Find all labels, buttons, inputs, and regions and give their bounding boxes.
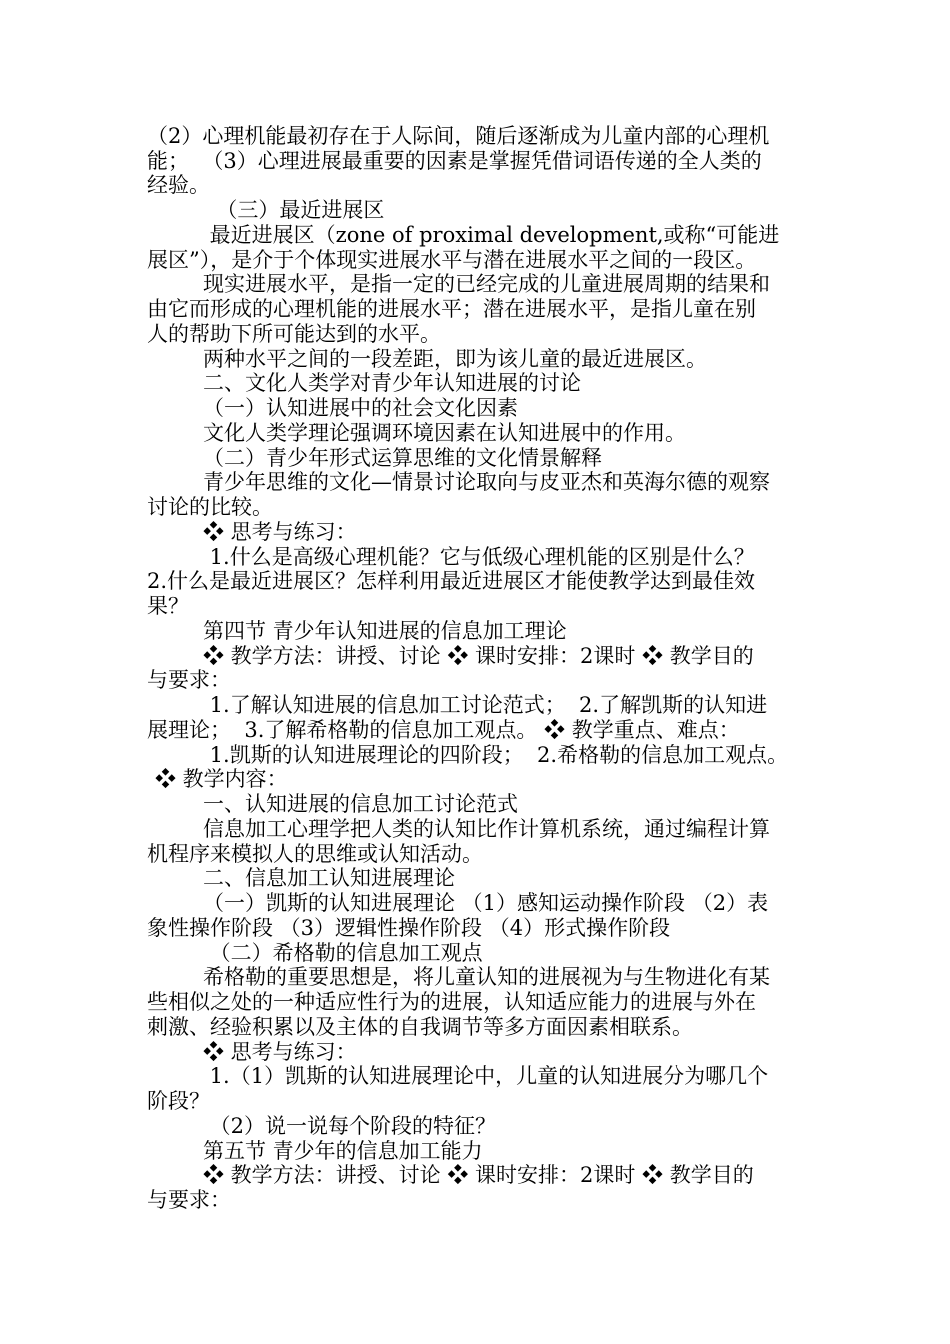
section-heading: 第四节 青少年认知进展的信息加工理论 <box>203 619 567 643</box>
text-line: 刺激、经验积累以及主体的自我调节等多方面因素相联系。 <box>147 1015 693 1039</box>
text-line: 青少年思维的文化—情景讨论取向与皮亚杰和英海尔德的观察 <box>203 470 770 494</box>
text-line: 希格勒的重要思想是，将儿童认知的进展视为与生物进化有某 <box>203 965 770 989</box>
section-heading: 二、文化人类学对青少年认知进展的讨论 <box>203 371 581 395</box>
text-line: ❖ 教学方法：讲授、讨论 ❖ 课时安排：2课时 ❖ 教学目的 <box>203 1163 754 1187</box>
exercise-heading: ❖ 思考与练习： <box>203 520 357 544</box>
text-line: 展理论； 3.了解希格勒的信息加工观点。 ❖ 教学重点、难点： <box>147 718 740 742</box>
text-line: 现实进展水平，是指一定的已经完成的儿童进展周期的结果和 <box>203 272 770 296</box>
text-line: 讨论的比较。 <box>147 495 273 519</box>
text-line: 与要求： <box>147 1188 231 1212</box>
text-line: 信息加工心理学把人类的认知比作计算机系统，通过编程计算 <box>203 817 770 841</box>
text-line: 象性操作阶段 （3）逻辑性操作阶段 （4）形式操作阶段 <box>147 916 671 940</box>
text-line: （2）心理机能最初存在于人际间，随后逐渐成为儿童内部的心理机 <box>147 124 770 148</box>
text-line: 1.凯斯的认知进展理论的四阶段； 2.希格勒的信息加工观点。 <box>203 743 789 767</box>
text-line: 人的帮助下所可能达到的水平。 <box>147 322 441 346</box>
text-line: （一）凯斯的认知进展理论 （1）感知运动操作阶段 （2）表 <box>203 891 769 915</box>
text-line: 两种水平之间的一段差距，即为该儿童的最近进展区。 <box>203 347 707 371</box>
text-line: 与要求： <box>147 668 231 692</box>
text-line: 机程序来模拟人的思维或认知活动。 <box>147 842 483 866</box>
text-line: 1.（1）凯斯的认知进展理论中，儿童的认知进展分为哪几个 <box>203 1064 769 1088</box>
text-line: ❖ 教学方法：讲授、讨论 ❖ 课时安排：2课时 ❖ 教学目的 <box>203 644 754 668</box>
text-line: 果？ <box>147 594 189 618</box>
text-line: （2）说一说每个阶段的特征？ <box>203 1114 497 1138</box>
section-heading: （三）最近进展区 <box>203 198 385 222</box>
text-line: ❖ 教学内容： <box>155 767 288 791</box>
text-line: 1.什么是高级心理机能？它与低级心理机能的区别是什么？ <box>203 545 755 569</box>
text-line: 文化人类学理论强调环境因素在认知进展中的作用。 <box>203 421 686 445</box>
text-line: 经验。 <box>147 173 210 197</box>
text-line: 阶段？ <box>147 1089 210 1113</box>
text-line: 展区”），是介于个体现实进展水平与潜在进展水平之间的一段区。 <box>147 248 757 272</box>
section-heading: 二、信息加工认知进展理论 <box>203 866 455 890</box>
text-line: 些相似之处的一种适应性行为的进展，认知适应能力的进展与外在 <box>147 990 756 1014</box>
exercise-heading: ❖ 思考与练习： <box>203 1040 357 1064</box>
text-line: 2.什么是最近进展区？怎样利用最近进展区才能使教学达到最佳效 <box>147 569 756 593</box>
section-heading: （一）认知进展中的社会文化因素 <box>203 396 518 420</box>
text-line: 由它而形成的心理机能的进展水平；潜在进展水平，是指儿童在别 <box>147 297 756 321</box>
text-line: 1.了解认知进展的信息加工讨论范式； 2.了解凯斯的认知进 <box>203 693 768 717</box>
text-line: 能； （3）心理进展最重要的因素是掌握凭借词语传递的全人类的 <box>147 149 762 173</box>
section-heading: （二）希格勒的信息加工观点 <box>203 941 483 965</box>
section-heading: 一、认知进展的信息加工讨论范式 <box>203 792 518 816</box>
section-heading: （二）青少年形式运算思维的文化情景解释 <box>203 446 602 470</box>
text-line: 最近进展区（zone of proximal development,或称“可能进 <box>203 223 780 247</box>
section-heading: 第五节 青少年的信息加工能力 <box>203 1139 483 1163</box>
